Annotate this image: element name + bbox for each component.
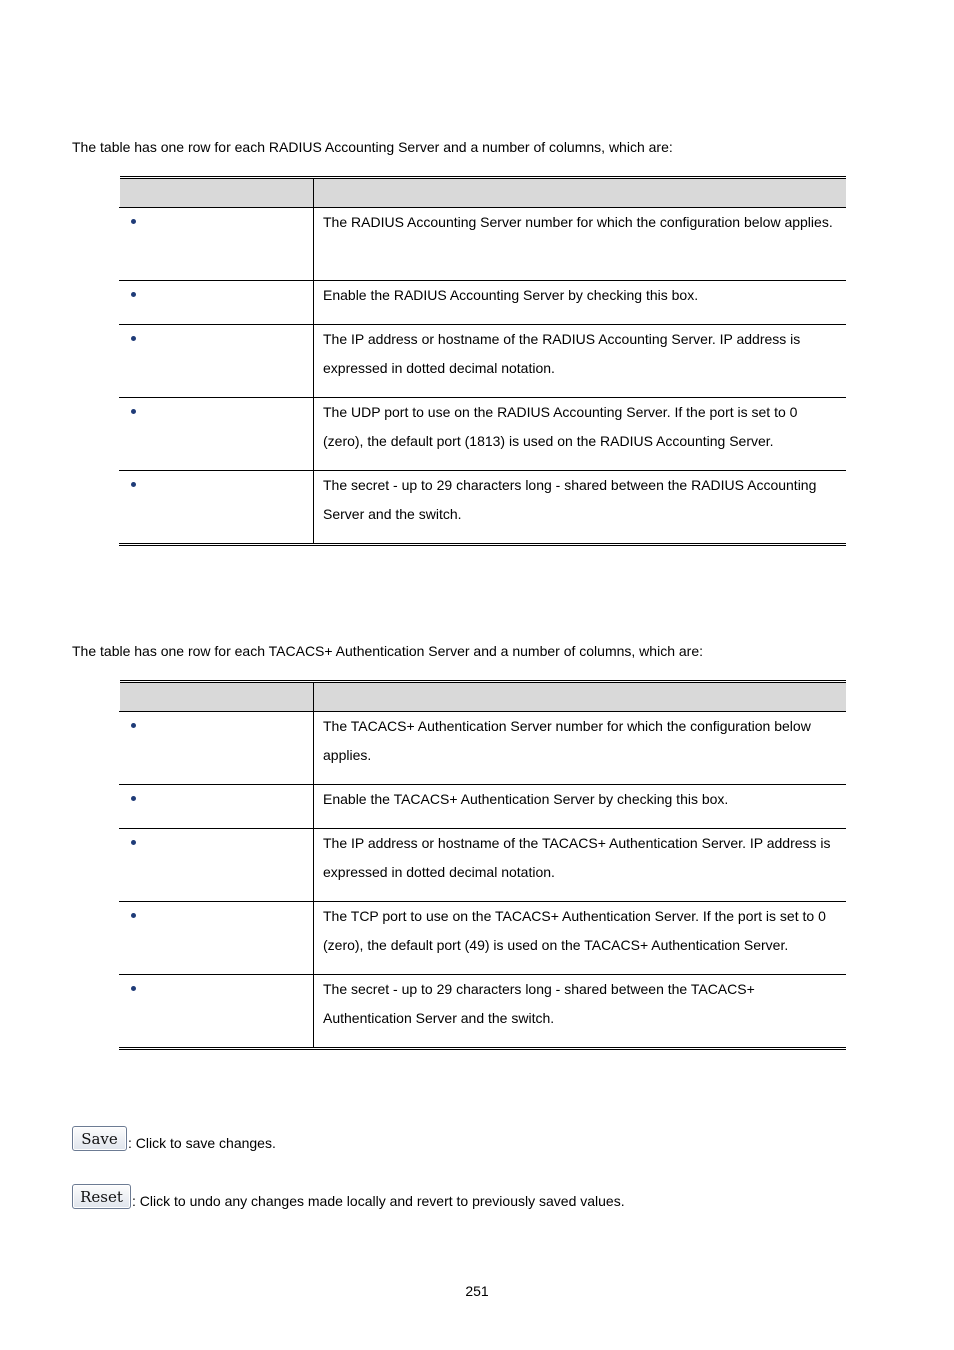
- header-cell-description: [314, 682, 846, 712]
- bullet-icon: [131, 840, 136, 845]
- description-cell: The TCP port to use on the TACACS+ Authentication Server. If the port is set to 0 (zero), the default port (49) is used on the TACACS+ Authentication Server.: [314, 902, 846, 975]
- table-row: [120, 975, 846, 1049]
- reset-button-row: [72, 1184, 625, 1209]
- radius-intro-text: The table has one row for each RADIUS Accounting Server and a number of columns, which are:: [72, 139, 673, 155]
- description-cell: The IP address or hostname of the RADIUS Accounting Server. IP address is expressed in dotted decimal notation.: [314, 325, 846, 398]
- table-row: [120, 471, 846, 545]
- header-cell-description: [314, 178, 846, 208]
- description-cell: The secret - up to 29 characters long - shared between the RADIUS Accounting Server and the switch.: [314, 471, 846, 545]
- table-header-row: [120, 178, 846, 208]
- save-button[interactable]: Save: [72, 1126, 127, 1151]
- description-cell: The RADIUS Accounting Server number for which the configuration below applies.: [314, 208, 846, 281]
- parameter-cell: [120, 325, 314, 398]
- parameter-cell: [120, 785, 314, 829]
- description-cell: The secret - up to 29 characters long - shared between the TACACS+ Authentication Server and the switch.: [314, 975, 846, 1049]
- bullet-icon: [131, 796, 136, 801]
- table-row: [120, 902, 846, 975]
- tacacs-authentication-table: [119, 680, 846, 1050]
- header-cell-parameter: [120, 178, 314, 208]
- parameter-cell: [120, 975, 314, 1049]
- save-description: : Click to save changes.: [128, 1135, 276, 1151]
- table-row: [120, 325, 846, 398]
- parameter-cell: [120, 281, 314, 325]
- parameter-cell: [120, 208, 314, 281]
- table-row: [120, 829, 846, 902]
- bullet-icon: [131, 219, 136, 224]
- reset-button[interactable]: Reset: [72, 1184, 131, 1209]
- bullet-icon: [131, 292, 136, 297]
- bullet-icon: [131, 482, 136, 487]
- tacacs-intro-text: The table has one row for each TACACS+ Authentication Server and a number of columns, which are:: [72, 643, 703, 659]
- parameter-cell: [120, 712, 314, 785]
- bullet-icon: [131, 913, 136, 918]
- table-row: [120, 281, 846, 325]
- description-cell: The UDP port to use on the RADIUS Accounting Server. If the port is set to 0 (zero), the default port (1813) is used on the RADIUS Accounting Server.: [314, 398, 846, 471]
- bullet-icon: [131, 723, 136, 728]
- description-cell: The TACACS+ Authentication Server number for which the configuration below applies.: [314, 712, 846, 785]
- radius-accounting-table: [119, 176, 846, 546]
- table-row: [120, 398, 846, 471]
- page-number: 251: [465, 1283, 489, 1299]
- parameter-cell: [120, 398, 314, 471]
- parameter-cell: [120, 902, 314, 975]
- header-cell-parameter: [120, 682, 314, 712]
- table-header-row: [120, 682, 846, 712]
- table-row: [120, 785, 846, 829]
- description-cell: The IP address or hostname of the TACACS+ Authentication Server. IP address is expressed in dotted decimal notation.: [314, 829, 846, 902]
- bullet-icon: [131, 409, 136, 414]
- parameter-cell: [120, 471, 314, 545]
- description-cell: Enable the RADIUS Accounting Server by checking this box.: [314, 281, 846, 325]
- table-row: [120, 712, 846, 785]
- table-row: [120, 208, 846, 281]
- bullet-icon: [131, 336, 136, 341]
- parameter-cell: [120, 829, 314, 902]
- reset-description: : Click to undo any changes made locally and revert to previously saved values.: [132, 1193, 625, 1209]
- description-cell: Enable the TACACS+ Authentication Server by checking this box.: [314, 785, 846, 829]
- save-button-row: [72, 1126, 276, 1151]
- bullet-icon: [131, 986, 136, 991]
